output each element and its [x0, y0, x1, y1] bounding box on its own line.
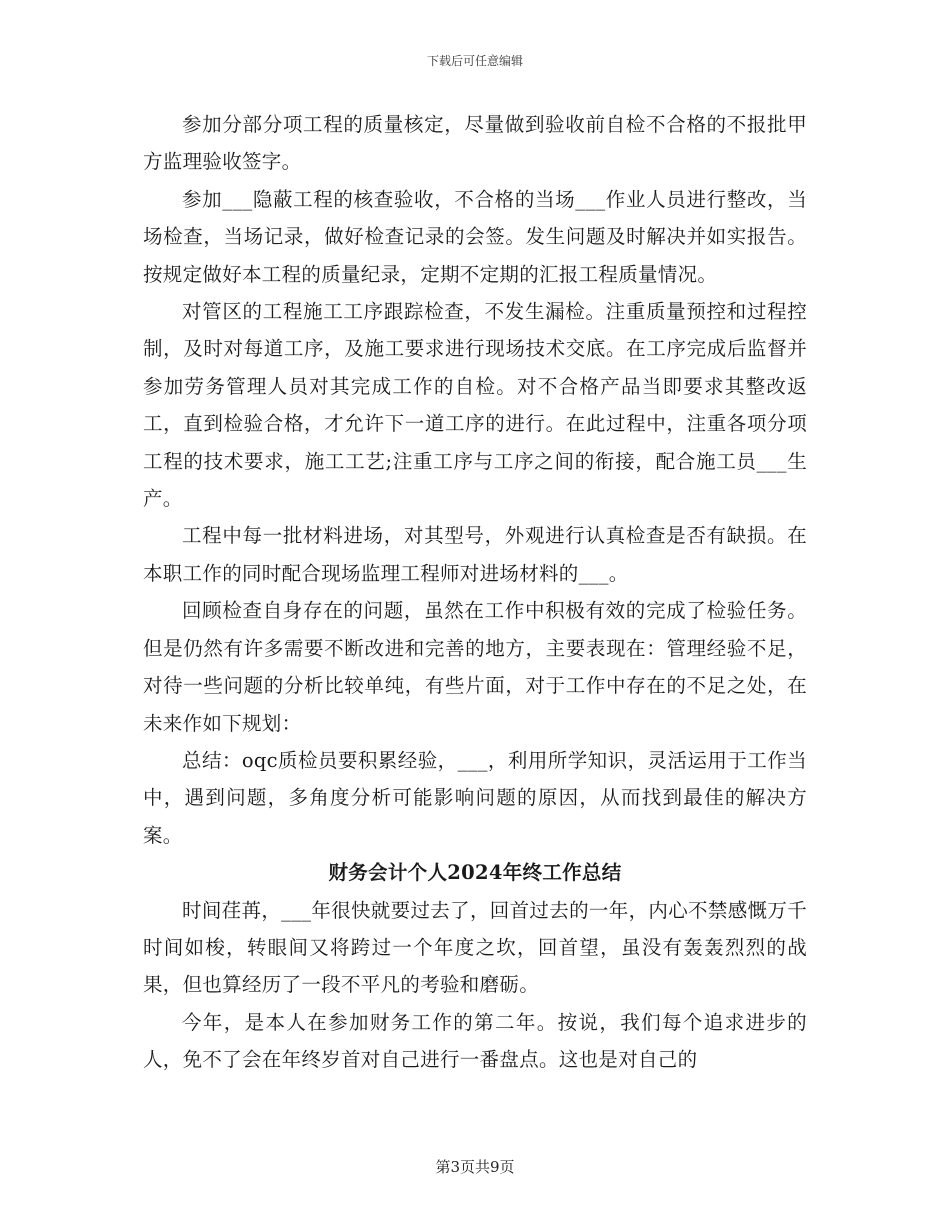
- paragraph: 参加分部分项工程的质量核定，尽量做到验收前自检不合格的不报批甲方监理验收签字。: [143, 113, 807, 174]
- header-note: 下载后可任意编辑: [426, 54, 523, 68]
- paragraph: 参加___隐蔽工程的核查验收，不合格的当场___作业人员进行整改，当场检查，当场记录，做好检查记录的会签。发生问题及时解决并如实报告。按规定做好本工程的质量纪录，定期不定期的汇报工程质量情况。: [143, 187, 807, 286]
- paragraph: 工程中每一批材料进场，对其型号，外观进行认真检查是否有缺损。在本职工作的同时配合现场监理工程师对进场材料的___。: [143, 524, 807, 585]
- paragraph: 今年，是本人在参加财务工作的第二年。按说，我们每个追求进步的人，免不了会在年终岁首对自己进行一番盘点。这也是对自己的: [143, 1010, 807, 1072]
- paragraph: 回顾检查自身存在的问题，虽然在工作中积极有效的完成了检验任务。但是仍然有许多需要不断改进和完善的地方，主要表现在：管理经验不足，对待一些问题的分析比较单纯，有些片面，对于工作中存在的不足之处，在未来作如下规划：: [143, 599, 807, 735]
- section-title: 财务会计个人2024年终工作总结: [328, 861, 622, 885]
- paragraph: 时间荏苒，___年很快就要过去了，回首过去的一年，内心不禁感慨万千时间如梭，转眼间又将跨过一个年度之坎，回首望，虽没有轰轰烈烈的战果，但也算经历了一段不平凡的考验和磨砺。: [143, 898, 807, 997]
- page-indicator: 第3页共9页: [435, 1158, 515, 1176]
- paragraph: 对管区的工程施工工序跟踪检查，不发生漏检。注重质量预控和过程控制，及时对每道工序，及施工要求进行现场技术交底。在工序完成后监督并参加劳务管理人员对其完成工作的自检。对不合格产品当即要求其整改返工，直到检验合格，才允许下一道工序的进行。在此过程中，注重各项分项工程的技术要求，施工工艺;注重工序与工序之间的衔接，配合施工员___生产。: [143, 300, 807, 511]
- document-body: [143, 106, 807, 1079]
- paragraph: 总结：oqc质检员要积累经验，___，利用所学知识，灵活运用于工作当中，遇到问题，多角度分析可能影响问题的原因，从而找到最佳的解决方案。: [143, 748, 807, 847]
